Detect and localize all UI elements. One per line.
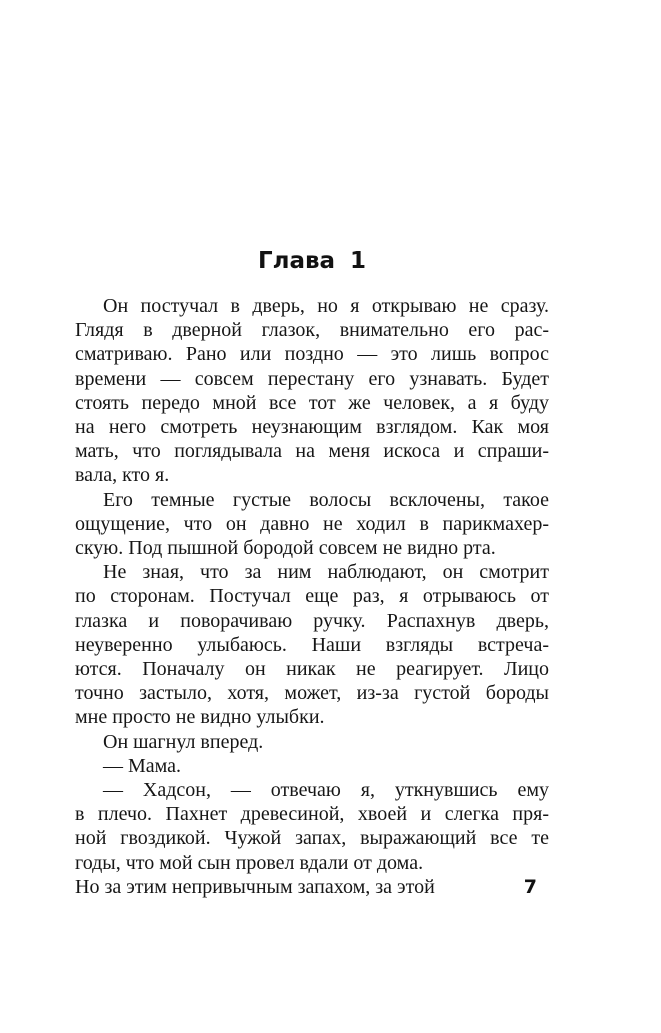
- text-line: ной гвоздикой. Чужой запах, выражающий все те: [75, 827, 549, 850]
- text-line: стоять передо мной все тот же человек, а я буду: [75, 391, 549, 414]
- paragraph: [75, 294, 549, 488]
- text-line: Не зная, что за ним наблюдают, он смотрит: [103, 561, 549, 584]
- paragraph: [75, 730, 549, 754]
- text-line: годы, что мой сын провел вдали от дома.: [75, 851, 424, 874]
- text-line: на него смотреть неузнающим взглядом. Как моя: [75, 416, 549, 439]
- text-line: ются. Поначалу он никак не реагирует. Лицо: [75, 658, 549, 681]
- text-line: неуверенно улыбаюсь. Наши взгляды встреча-: [75, 633, 549, 656]
- text-line: Его темные густые волосы всклочены, такое: [103, 488, 549, 511]
- text-line: скую. Под пышной бородой совсем не видно рта.: [75, 537, 496, 560]
- page-text: [75, 294, 549, 875]
- text-line: — Мама.: [103, 754, 182, 777]
- paragraph: [75, 754, 549, 778]
- footer-text-line: Но за этим непривычным запахом, за этой: [75, 875, 435, 898]
- text-line: — Хадсон, — отвечаю я, уткнувшись ему: [103, 779, 549, 802]
- paragraph: [75, 560, 549, 729]
- footer-row: [75, 875, 549, 899]
- text-line: в плечо. Пахнет древесиной, хвоей и слегка пря-: [75, 803, 549, 826]
- text-line: по сторонам. Постучал еще раз, я отрываюсь от: [75, 585, 549, 608]
- text-line: сматриваю. Рано или поздно — это лишь вопрос: [75, 343, 549, 366]
- text-line: точно застыло, хотя, может, из-за густой бороды: [75, 682, 549, 705]
- text-line: вала, кто я.: [75, 464, 170, 487]
- text-line: Глядя в дверной глазок, внимательно его рас-: [75, 319, 549, 342]
- text-line: времени — совсем перестану его узнавать. Будет: [75, 367, 549, 390]
- chapter-title: Глава 1: [257, 248, 367, 274]
- text-line: ощущение, что он давно не ходил в парикмахер-: [75, 512, 549, 535]
- text-line: Он постучал в дверь, но я открываю не сразу.: [103, 295, 549, 317]
- text-line: Он шагнул вперед.: [103, 730, 264, 753]
- text-line: мать, что поглядывала на меня искоса и спраши-: [75, 440, 549, 463]
- text-line: мне просто не видно улыбки.: [75, 706, 325, 729]
- paragraph: [75, 778, 549, 875]
- paragraph: [75, 488, 549, 561]
- text-line: глазка и поворачиваю ручку. Распахнув дверь,: [75, 609, 549, 632]
- page-number: 7: [523, 875, 537, 898]
